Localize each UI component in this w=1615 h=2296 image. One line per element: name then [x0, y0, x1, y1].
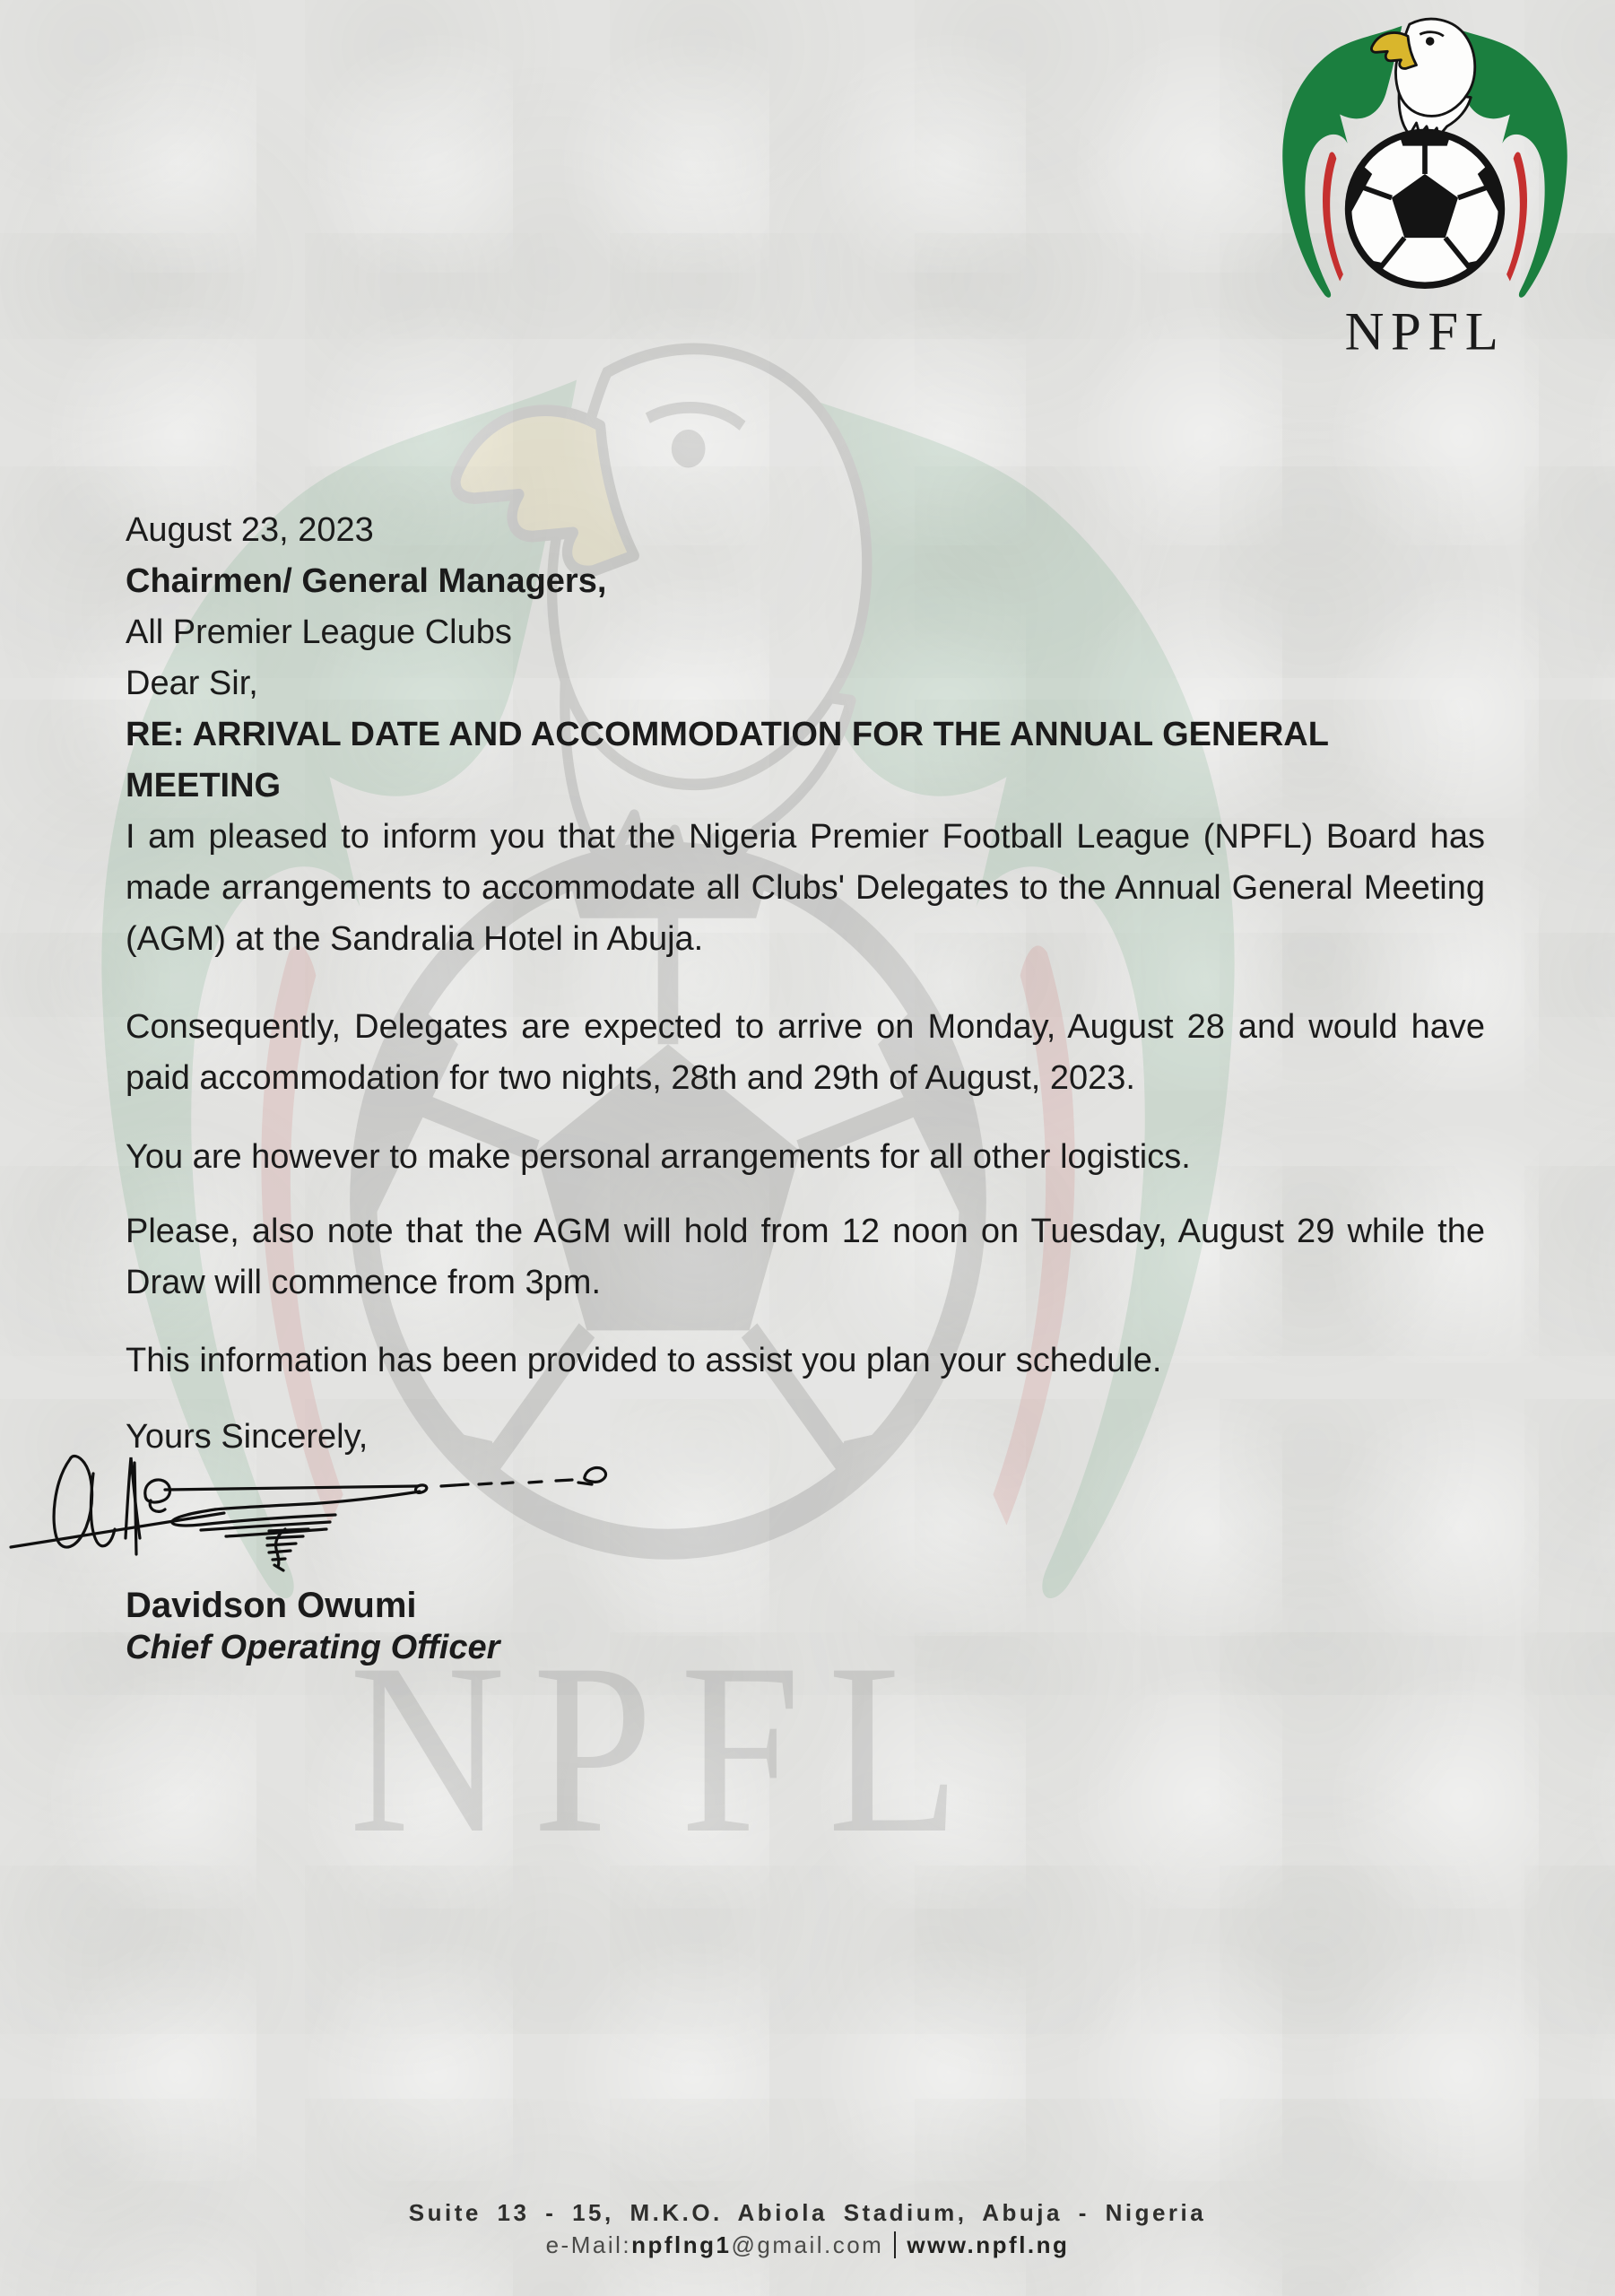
- closing: Yours Sincerely,: [126, 1418, 369, 1456]
- npfl-letterhead-logo: [1255, 7, 1595, 356]
- footer-address: Suite 13 - 15, M.K.O. Abiola Stadium, Abuja - Nigeria: [408, 2199, 1207, 2226]
- letter-footer: [0, 2199, 1615, 2259]
- paragraph-4: Please, also note that the AGM will hold from 12 noon on Tuesday, August 29 while the Draw will commence from 3pm.: [126, 1213, 1485, 1301]
- footer-email-user: npflng1: [631, 2231, 732, 2258]
- recipient-line-1: Chairmen/ General Managers,: [126, 562, 607, 600]
- paragraph-3: You are however to make personal arrangements for all other logistics.: [126, 1138, 1191, 1176]
- recipient-line-2: All Premier League Clubs: [126, 613, 512, 651]
- salutation: Dear Sir,: [126, 665, 258, 702]
- footer-email-domain: @gmail.com: [731, 2231, 884, 2258]
- signer-name: Davidson Owumi: [126, 1586, 417, 1625]
- paragraph-2: Consequently, Delegates are expected to arrive on Monday, August 28 and would have paid accommodation for two nights, 28th and 29th of August, 2023.: [126, 1008, 1485, 1097]
- footer-email-label: e-Mail:: [545, 2231, 632, 2258]
- footer-contact: [0, 2231, 1615, 2259]
- signer-title: Chief Operating Officer: [126, 1629, 500, 1666]
- footer-website: www.npfl.ng: [907, 2231, 1070, 2258]
- letter-body: [126, 505, 1485, 1669]
- paragraph-5: This information has been provided to assist you plan your schedule.: [126, 1342, 1162, 1379]
- subject-line: RE: ARRIVAL DATE AND ACCOMMODATION FOR THE ANNUAL GENERAL MEETING: [126, 716, 1329, 804]
- letter-date: August 23, 2023: [126, 511, 374, 549]
- footer-separator: [894, 2231, 896, 2258]
- signature-image: [0, 1441, 699, 1585]
- paragraph-1: I am pleased to inform you that the Nigeria Premier Football League (NPFL) Board has made arrangements to accommodate all Clubs' Delegates to the Annual General Meeting (AGM) at the Sandralia Hotel in Abuja.: [126, 818, 1485, 958]
